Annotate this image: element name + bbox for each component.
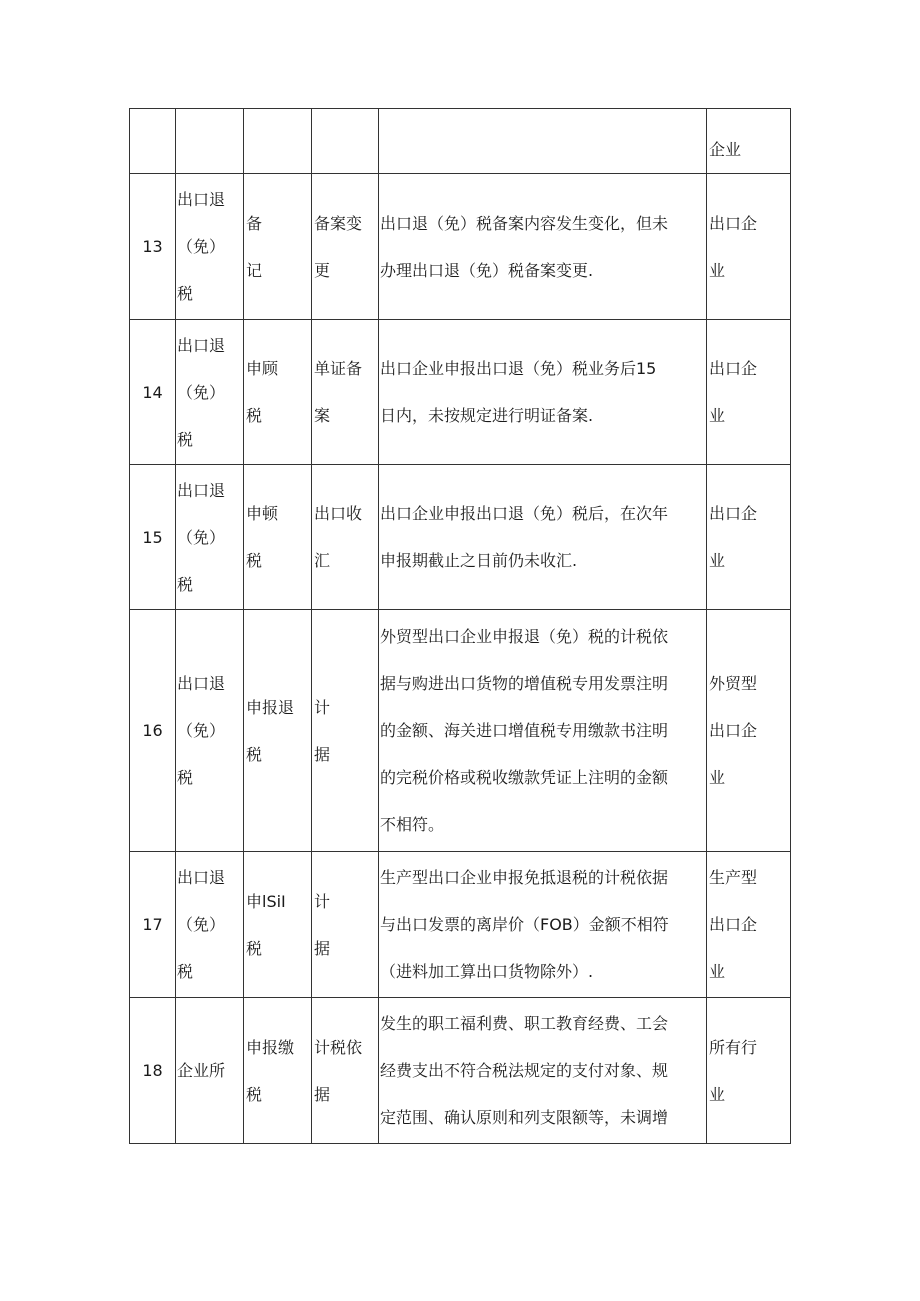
item-cell: 计 据 (312, 610, 379, 852)
row-number-cell: 17 (130, 852, 176, 998)
category-cell: 出口退 （免） 税 (176, 852, 244, 998)
row-number-cell: 15 (130, 465, 176, 610)
description-cell: 外贸型出口企业申报退（免）税的计税依 据与购进出口货物的增值税专用发票注明 的金额、海关进口增值税专用缴款书注明 的完税价格或税收缴款凭证上注明的金额 不相符。 (379, 610, 707, 852)
description-cell: 发生的职工福利费、职工教育经费、工会 经费支出不符合税法规定的支付对象、规 定范围、确认原则和列支限额等，未调增 (379, 998, 707, 1144)
table-row (130, 320, 791, 465)
item-cell: 单证备 案 (312, 320, 379, 465)
category-cell (176, 109, 244, 174)
item-cell: 出口收 汇 (312, 465, 379, 610)
table-row (130, 174, 791, 320)
row-number-cell: 16 (130, 610, 176, 852)
category-cell: 出口退 （免） 税 (176, 174, 244, 320)
scope-cell: 出口企 业 (707, 320, 791, 465)
scope-cell: 所有行 业 (707, 998, 791, 1144)
item-cell: 计税依 据 (312, 998, 379, 1144)
table-row (130, 610, 791, 852)
stage-cell: 申lSiI 税 (244, 852, 312, 998)
stage-cell: 申顿 税 (244, 465, 312, 610)
description-cell: 生产型出口企业申报免抵退税的计税依据 与出口发票的离岸价（FOB）金额不相符 （进料加工算出口货物除外）. (379, 852, 707, 998)
category-cell: 企业所 (176, 998, 244, 1144)
scope-cell: 外贸型 出口企 业 (707, 610, 791, 852)
item-cell: 计 据 (312, 852, 379, 998)
description-cell: 出口企业申报出口退（免）税业务后15 日内，未按规定进行明证备案. (379, 320, 707, 465)
scope-cell: 出口企 业 (707, 465, 791, 610)
stage-cell (244, 109, 312, 174)
item-cell (312, 109, 379, 174)
description-cell (379, 109, 707, 174)
scope-cell: 企业 (707, 109, 791, 174)
category-cell: 出口退 （免） 税 (176, 320, 244, 465)
row-number-cell: 13 (130, 174, 176, 320)
table-row (130, 998, 791, 1144)
row-number-cell: 18 (130, 998, 176, 1144)
stage-cell: 申报缴 税 (244, 998, 312, 1144)
description-cell: 出口退（免）税备案内容发生变化，但未 办理出口退（免）税备案变更. (379, 174, 707, 320)
row-number-cell: 14 (130, 320, 176, 465)
tax-risk-table (129, 108, 791, 1144)
scope-cell: 出口企 业 (707, 174, 791, 320)
category-cell: 出口退 （免） 税 (176, 610, 244, 852)
item-cell: 备案变 更 (312, 174, 379, 320)
category-cell: 出口退 （免） 税 (176, 465, 244, 610)
description-cell: 出口企业申报出口退（免）税后，在次年 申报期截止之日前仍未收汇. (379, 465, 707, 610)
table-row (130, 109, 791, 174)
stage-cell: 申报退 税 (244, 610, 312, 852)
table-row (130, 852, 791, 998)
table-row (130, 465, 791, 610)
stage-cell: 备 记 (244, 174, 312, 320)
row-number-cell (130, 109, 176, 174)
stage-cell: 申顾 税 (244, 320, 312, 465)
scope-cell: 生产型 出口企 业 (707, 852, 791, 998)
